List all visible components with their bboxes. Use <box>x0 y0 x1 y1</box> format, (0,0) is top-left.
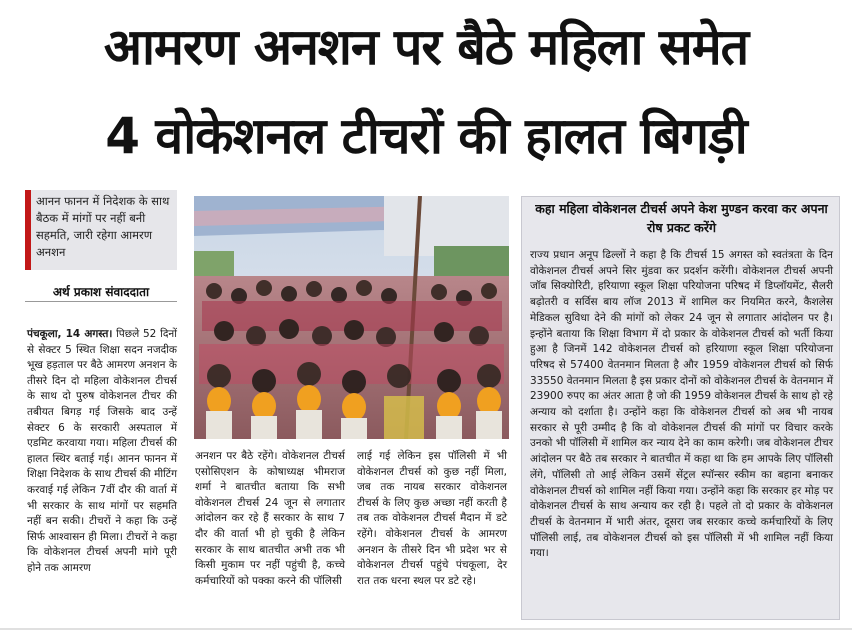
article-column-1 <box>27 327 177 577</box>
article-column-1-text: पिछले 52 दिनों से सेक्टर 5 स्थित शिक्षा सदन नजदीक भूख हड़ताल पर बैठे आमरण अनशन के तीसरे दिन दो महिला वोकेशनल टीचर्स के साथ दो पुरुष वोकेशनल टीचर की तबीयत बिगड़ गई जिसके बाद उन्हें सेक्टर 6 के सरकारी अस्पताल में एडमिट करवाया गया। महिला टीचर्स की हालत स्थिर बताई गई। आनन फानन में शिक्षा निदेशक के साथ टीचर्स की मीटिंग करवाई गई लेकिन 7वीं दौर की वार्ता में भी सरकार के साथ मांगों पर सहमति नहीं बन सकी। टीचरों ने कहा कि उन्हें सिर्फ आश्वासन ही मिला। टीचरों ने कहा कि वोकेशनल टीचर्स अपनी मांगे पूरी होने तक आमरण <box>27 328 177 574</box>
dateline: पंचकूला, 14 अगस्त। <box>27 328 113 340</box>
sidebar-box <box>521 196 840 620</box>
article-column-2: अनशन पर बैठे रहेंगे। वोकेशनल टीचर्स एसोसिएशन के कोषाध्यक्ष भीमराज शर्मा ने बातचीत बताया कि सभी वोकेशनल टीचर्स 24 जून से लगातार आंदोलन कर रहे हैं सरकार के साथ 7 दौर की वार्ता भी हो चुकी है लेकिन सरकार के साथ बातचीत अभी तक भी किसी मुकाम पर नहीं पहुंची है, कच्चे कर्मचारियों को पक्का करने की पॉलिसी <box>195 450 345 587</box>
footer-rule <box>0 628 852 630</box>
article-column-3: लाई गई लेकिन इस पॉलिसी में भी वोकेशनल टीचर्स को कुछ नहीं मिला, जब तक नायब सरकार वोकेशनल टीचर्स के लिए कुछ अच्छा नहीं करती है तब तक वोकेशनल टीचर्स मैदान में डटे रहेंगे। वोकेशनल टीचर्स के आमरण अनशन के तीसरे दिन भी प्रदेश भर से वोकेशनल टीचर्स पहुंचे पंचकूला, देर रात तक धरना स्थल पर डटे रहे। <box>357 450 507 587</box>
byline: अर्थ प्रकाश संवाददाता <box>52 285 150 299</box>
headline-line-1: आमरण अनशन पर बैठे महिला समेत <box>103 18 749 76</box>
protest-photo <box>194 196 509 439</box>
protest-photo-image <box>194 196 509 439</box>
sidebar-body: राज्य प्रधान अनूप ढिल्लों ने कहा है कि टीचर्स 15 अगस्त को स्वतंत्रता के दिन वोकेशनल टीचर्स अपने सिर मुंडवा कर प्रदर्शन करेंगी। वोकेशनल टीचर्स अपनी जॉब सिक्योरिटी, हरियाणा स्कूल शिक्षा परियोजना परिषद में डिप्लॉयमेंट, सैलरी बढ़ोतरी व सर्विस बाय लॉज 2013 में शामिल कर नियमित करने, कैशलेस मेडिकल सुविधा देने की मांगों को लेकर 24 जून से लगातार आंदोलन पर है। इन्होंने बताया कि शिक्षा विभाग में दो प्रकार के वोकेशनल टीचर्स को भर्ती किया हुआ है जिनमें 142 वोकेशनल टीचर्स को हरियाणा स्कूल शिक्षा परियोजना परिषद से 57400 वेतनमान मिलता है और 1959 वोकेशनल टीचर्स को सिर्फ 33550 वेतनमान मिलता है इस प्रकार दोनों को वोकेशनल टीचर्स के वेतनमान में 23900 रुपए का अंतर आता है जो की 1959 वोकेशनल टीचर्स के साथ हो रहे अन्याय को दर्शाता है। उन्होंने कहा कि वोकेशनल टीचर्स को अब भी नायब सरकार से पूरी उम्मीद है कि वो वोकेशनल टीचर्स की मांगों पर विचार करके उनको भी पॉलिसी में शामिल कर न्याय देने का काम करेगी। जब वोकेशनल टीचर आंदोलन पर बैठे तब सरकार ने बातचीत में कहा था कि हम आपके लिए पॉलिसी लेंगे, पॉलिसी तो आई लेकिन उसमें सेंट्रल स्पॉन्सर स्कीम का बहाना बनाकर वोकेशनल टीचर्स को शामिल नहीं किया गया। उन्होंने कहा कि सरकार हर मोड़ पर वोकेशनल टीचर्स के साथ अन्याय कर रही है। पहले तो दो प्रकार के वोकेशनल टीचर्स के वेतनमान में भारी अंतर, दूसरा जब सरकार कच्चे कर्मचारियों के लिए पॉलिसी लाई, तब वोकेशनल टीचर्स को इस पॉलिसी में भी शामिल नहीं किया गया। <box>530 249 833 560</box>
subdeck: आनन फानन में निदेशक के साथ बैठक में मांगों पर नहीं बनी सहमति, जारी रहेगा आमरण अनशन <box>25 190 177 270</box>
sidebar-title: कहा महिला वोकेशनल टीचर्स अपने केश मुण्डन करवा कर अपना रोष प्रकट करेंगे <box>535 201 828 235</box>
headline-line-2: 4 वोकेशनल टीचरों की हालत बिगड़ी <box>105 107 747 165</box>
byline-rule <box>25 301 177 302</box>
